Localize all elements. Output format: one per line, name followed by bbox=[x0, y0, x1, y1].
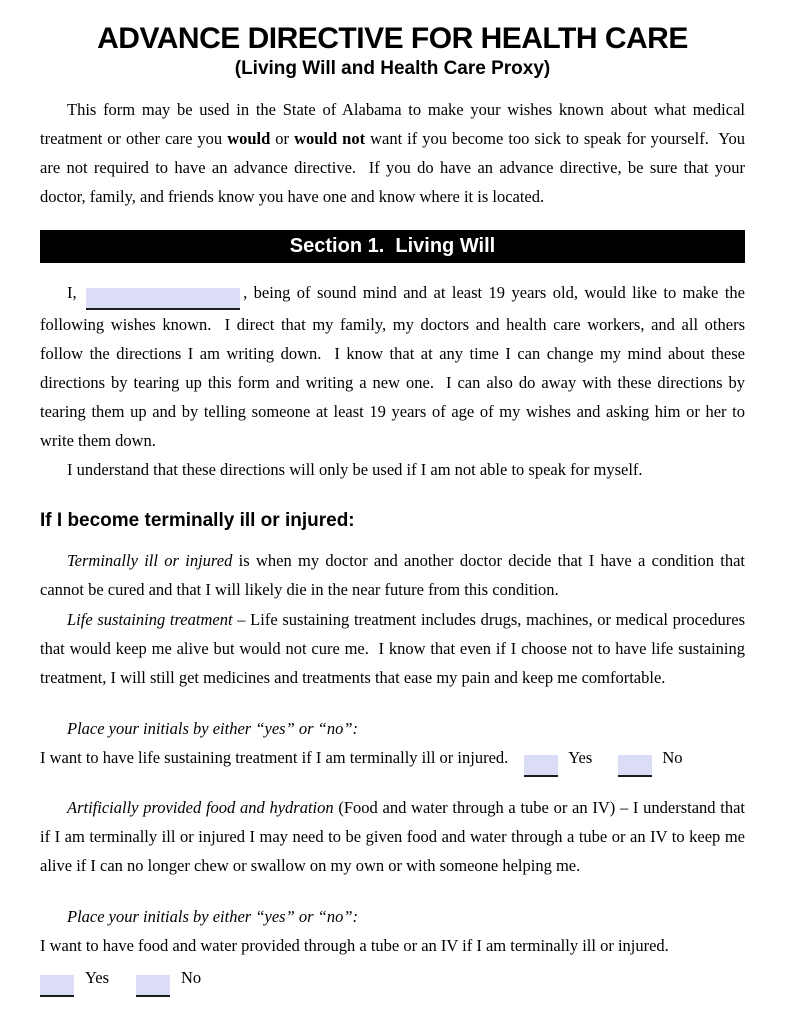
intro-text-before: This form may be used in the State of Alabama to make your wishes known about what medical treatment or other care you bbox=[40, 100, 750, 148]
q1-yes-label: Yes bbox=[568, 748, 593, 767]
intro-text-after: want if you become too sick to speak for yourself. You are not required to have an advance directive. If you do have an advance directive, be sure that your doctor, family, and friends know you have one and know where it is located. bbox=[40, 129, 750, 206]
terminally-ill-subheading: If I become terminally ill or injured: bbox=[40, 510, 355, 531]
initials-prompt-1: Place your initials by either “yes” or “no”: bbox=[67, 719, 359, 738]
q2-yes-initials-input[interactable] bbox=[40, 975, 74, 997]
initials-prompt-2: Place your initials by either “yes” or “no”: bbox=[67, 907, 359, 926]
terminally-ill-definition-text: is when my doctor and another doctor decide that I have a condition that cannot be cured and that I will likely die in the near future from this condition. bbox=[40, 551, 750, 599]
life-sustaining-question-line bbox=[40, 743, 745, 777]
intro-text-mid: or bbox=[270, 129, 295, 148]
q1-yes-initials-input[interactable] bbox=[524, 755, 558, 777]
declarant-name-input[interactable] bbox=[86, 288, 240, 310]
document-title: ADVANCE DIRECTIVE FOR HEALTH CARE bbox=[97, 22, 688, 55]
life-sustaining-question-text: I want to have life sustaining treatment if I am terminally ill or injured. bbox=[40, 748, 509, 767]
intro-bold-would-not: would not bbox=[294, 129, 366, 148]
q2-no-initials-input[interactable] bbox=[136, 975, 170, 997]
document-subtitle: (Living Will and Health Care Proxy) bbox=[234, 58, 551, 79]
q1-no-initials-input[interactable] bbox=[618, 755, 652, 777]
section1-header-bar bbox=[40, 230, 745, 263]
food-hydration-term: Artificially provided food and hydration bbox=[67, 798, 334, 817]
intro-paragraph bbox=[40, 95, 750, 211]
understand-note-paragraph: I understand that these directions will only be used if I am not able to speak for myself. bbox=[67, 460, 643, 479]
life-sustaining-term: Life sustaining treatment bbox=[67, 610, 233, 629]
terminally-ill-term: Terminally ill or injured bbox=[67, 551, 233, 570]
q2-yes-label: Yes bbox=[85, 968, 110, 987]
living-will-opening-paragraph bbox=[40, 278, 750, 455]
life-sustaining-definition-paragraph bbox=[40, 605, 750, 692]
food-water-initials-row bbox=[40, 963, 745, 997]
section1-header-label: Section 1. Living Will bbox=[289, 235, 496, 257]
opening-text-before: I, bbox=[67, 283, 84, 302]
intro-bold-would: would bbox=[227, 129, 271, 148]
opening-text-after: , being of sound mind and at least 19 years old, would like to make the following wishes known. I direct that my family, my doctors and health care workers, and all others follow the directions I am writing down. I know that at any time I can change my mind about these directions by tearing up this form and writing a new one. I can also do away with these directions by tearing them up and by telling someone at least 19 years of age of my wishes and asking him or her to write them down. bbox=[40, 283, 750, 450]
terminally-ill-definition-paragraph bbox=[40, 546, 750, 604]
life-sustaining-definition-text: – Life sustaining treatment includes drugs, machines, or medical procedures that would keep me alive but would not cure me. I know that even if I choose not to have life sustaining treatment, I will still get medicines and treatments that ease my pain and keep me comfortable. bbox=[40, 610, 750, 687]
food-hydration-paragraph bbox=[40, 793, 750, 880]
q1-no-label: No bbox=[662, 748, 683, 767]
food-hydration-definition-text: (Food and water through a tube or an IV) – I understand that if I am terminally ill or injured I may need to be given food and water through a tube or an IV to keep me alive if I can no longer chew or swallow on my own or with someone helping me. bbox=[40, 798, 750, 875]
food-water-question-line: I want to have food and water provided through a tube or an IV if I am terminally ill or injured. bbox=[40, 936, 669, 955]
q2-no-label: No bbox=[181, 968, 202, 987]
